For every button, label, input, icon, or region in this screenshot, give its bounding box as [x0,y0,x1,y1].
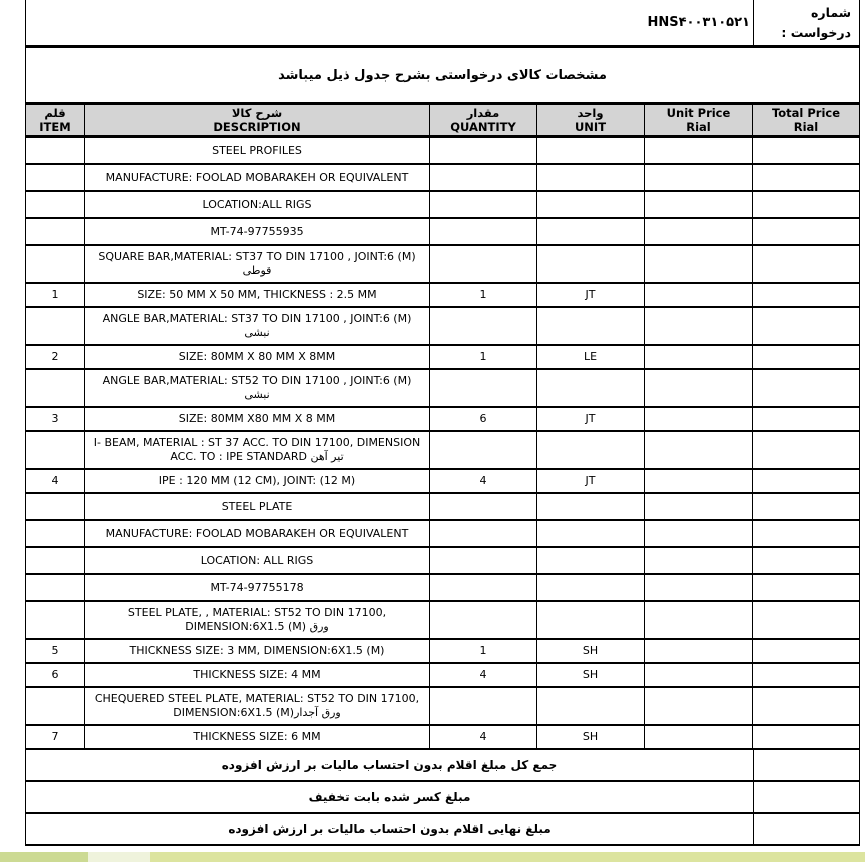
table-row [26,432,859,470]
header-unit-price [645,105,753,138]
cell-unit [537,370,645,408]
cell-description: SIZE: 80MM X 80 MM X 8MM [85,346,430,370]
summary-row [26,782,859,814]
cell-item [26,432,85,470]
cell-total-price [753,165,859,192]
cell-unit-price [645,521,753,548]
cell-quantity [430,494,537,521]
cell-unit-price [645,470,753,494]
cell-quantity: 1 [430,346,537,370]
cell-unit-price [645,219,753,246]
cell-description: MT-74-97755178 [85,575,430,602]
cell-description: IPE : 120 MM (12 CM), JOINT: (12 M) [85,470,430,494]
cell-item [26,219,85,246]
cell-unit-price [645,664,753,688]
summary-label: مبلغ نهایی اقلام بدون احتساب مالیات بر ارزش افزوده [26,814,754,846]
table-row [26,408,859,432]
cell-unit-price [645,138,753,165]
table-row [26,138,859,165]
cell-total-price [753,575,859,602]
cell-item [26,138,85,165]
cell-item [26,521,85,548]
table-row [26,219,859,246]
cell-unit-price [645,284,753,308]
table-row [26,726,859,750]
cell-total-price [753,246,859,284]
cell-item [26,548,85,575]
cell-item [26,370,85,408]
table-row [26,664,859,688]
requisition-table [25,0,860,846]
cell-unit [537,138,645,165]
header-description [85,105,430,138]
bottom-strip-segment [88,852,150,862]
cell-unit: SH [537,726,645,750]
cell-quantity [430,165,537,192]
request-number-label-line1: شماره [811,5,851,20]
cell-description: ANGLE BAR,MATERIAL: ST52 TO DIN 17100 , JOINT:6 (M) نبشی [85,370,430,408]
cell-description: STEEL PLATE, , MATERIAL: ST52 TO DIN 17100, DIMENSION:6X1.5 (M) ورق [85,602,430,640]
cell-description: THICKNESS SIZE: 6 MM [85,726,430,750]
cell-quantity [430,246,537,284]
cell-item: 2 [26,346,85,370]
cell-unit [537,246,645,284]
cell-description: STEEL PLATE [85,494,430,521]
cell-description: LOCATION:ALL RIGS [85,192,430,219]
header-description-fa: شرح کالا [231,106,283,120]
cell-quantity [430,688,537,726]
header-quantity-fa: مقدار [466,106,500,120]
cell-item: 5 [26,640,85,664]
summary-label: مبلغ کسر شده بابت تخفیف [26,782,754,814]
cell-quantity [430,308,537,346]
table-row [26,688,859,726]
cell-quantity [430,138,537,165]
table-row [26,165,859,192]
cell-unit-price [645,408,753,432]
cell-total-price [753,346,859,370]
items-table [25,105,860,750]
cell-unit-price [645,640,753,664]
bottom-strip-segment [150,852,865,862]
header-unit-price-line1: Unit Price [666,106,731,120]
cell-unit: SH [537,640,645,664]
header-description-en: DESCRIPTION [213,120,301,134]
cell-description: SQUARE BAR,MATERIAL: ST37 TO DIN 17100 , JOINT:6 (M) قوطی [85,246,430,284]
cell-total-price [753,548,859,575]
table-row [26,246,859,284]
cell-quantity: 4 [430,726,537,750]
cell-item [26,494,85,521]
cell-total-price [753,640,859,664]
cell-unit [537,308,645,346]
table-row [26,494,859,521]
document-title: مشخصات کالای درخواستی بشرح جدول ذیل میباشد [25,48,860,105]
cell-total-price [753,602,859,640]
cell-unit-price [645,575,753,602]
cell-unit [537,494,645,521]
cell-unit-price [645,688,753,726]
cell-total-price [753,408,859,432]
cell-quantity [430,521,537,548]
cell-unit-price [645,726,753,750]
request-number-value: HNS۴۰۰۳۱۰۵۲۱ [26,0,754,45]
summary-row [26,750,859,782]
cell-total-price [753,664,859,688]
cell-description: SIZE: 50 MM X 50 MM, THICKNESS : 2.5 MM [85,284,430,308]
cell-item [26,165,85,192]
cell-total-price [753,494,859,521]
table-row [26,284,859,308]
header-total-price [753,105,859,138]
header-total-price-line1: Total Price [771,106,841,120]
cell-unit-price [645,308,753,346]
cell-total-price [753,726,859,750]
summary-value [754,814,860,846]
summary-row [26,814,859,846]
cell-quantity [430,370,537,408]
cell-unit: LE [537,346,645,370]
table-header-row [26,105,859,138]
cell-unit-price [645,346,753,370]
cell-description: I- BEAM, MATERIAL : ST 37 ACC. TO DIN 17100, DIMENSION ACC. TO : IPE STANDARD تیر آهن [85,432,430,470]
summary-value [754,782,860,814]
header-quantity-en: QUANTITY [450,120,516,134]
summary-section [25,750,860,846]
cell-description: MT-74-97755935 [85,219,430,246]
header-unit-price-line2: Rial [686,120,711,134]
request-number-label-line2: درخواست : [781,25,851,40]
cell-unit [537,165,645,192]
cell-unit-price [645,548,753,575]
table-row [26,192,859,219]
cell-unit-price [645,602,753,640]
cell-item [26,575,85,602]
cell-quantity [430,548,537,575]
cell-unit [537,602,645,640]
cell-quantity [430,602,537,640]
cell-unit: SH [537,664,645,688]
cell-item: 4 [26,470,85,494]
header-item-fa: قلم [44,106,66,120]
cell-unit: JT [537,470,645,494]
cell-description: ANGLE BAR,MATERIAL: ST37 TO DIN 17100 , JOINT:6 (M) نبشی [85,308,430,346]
table-body [26,138,859,750]
cell-total-price [753,219,859,246]
table-row [26,521,859,548]
cell-item: 3 [26,408,85,432]
cell-item [26,308,85,346]
cell-total-price [753,192,859,219]
cell-unit-price [645,246,753,284]
cell-unit [537,548,645,575]
cell-item [26,688,85,726]
cell-total-price [753,138,859,165]
table-row [26,575,859,602]
cell-total-price [753,284,859,308]
cell-quantity [430,432,537,470]
cell-total-price [753,308,859,346]
cell-unit-price [645,192,753,219]
cell-unit-price [645,494,753,521]
summary-value [754,750,860,782]
cell-item [26,192,85,219]
header-unit-en: UNIT [574,120,607,134]
table-row [26,602,859,640]
cell-unit: JT [537,408,645,432]
cell-quantity [430,575,537,602]
cell-item: 6 [26,664,85,688]
summary-label: جمع کل مبلغ اقلام بدون احتساب مالیات بر ارزش افزوده [26,750,754,782]
table-row [26,640,859,664]
cell-description: LOCATION: ALL RIGS [85,548,430,575]
cell-total-price [753,470,859,494]
table-row [26,346,859,370]
cell-unit-price [645,370,753,408]
header-item-en: ITEM [39,120,71,134]
bottom-color-strip [0,852,865,862]
cell-quantity: 4 [430,664,537,688]
cell-quantity: 1 [430,284,537,308]
cell-quantity: 1 [430,640,537,664]
cell-total-price [753,688,859,726]
cell-quantity [430,219,537,246]
cell-item [26,246,85,284]
cell-unit-price [645,165,753,192]
cell-quantity [430,192,537,219]
header-quantity [430,105,537,138]
cell-description: STEEL PROFILES [85,138,430,165]
cell-description: THICKNESS SIZE: 4 MM [85,664,430,688]
cell-description: CHEQUERED STEEL PLATE, MATERIAL: ST52 TO DIN 17100, DIMENSION:6X1.5 (M)ورق آجدار [85,688,430,726]
cell-item: 7 [26,726,85,750]
cell-unit-price [645,432,753,470]
cell-unit [537,432,645,470]
cell-total-price [753,432,859,470]
cell-item: 1 [26,284,85,308]
cell-total-price [753,521,859,548]
cell-total-price [753,370,859,408]
cell-description: MANUFACTURE: FOOLAD MOBARAKEH OR EQUIVALENT [85,165,430,192]
table-row [26,370,859,408]
cell-unit [537,521,645,548]
cell-quantity: 6 [430,408,537,432]
cell-description: THICKNESS SIZE: 3 MM, DIMENSION:6X1.5 (M) [85,640,430,664]
table-row [26,308,859,346]
table-row [26,470,859,494]
cell-quantity: 4 [430,470,537,494]
cell-description: SIZE: 80MM X80 MM X 8 MM [85,408,430,432]
header-total-price-line2: Rial [793,120,819,134]
request-number-row [25,0,860,48]
cell-unit [537,192,645,219]
header-item [26,105,85,138]
table-row [26,548,859,575]
cell-unit [537,575,645,602]
cell-unit [537,219,645,246]
header-unit [537,105,645,138]
cell-description: MANUFACTURE: FOOLAD MOBARAKEH OR EQUIVALENT [85,521,430,548]
cell-item [26,602,85,640]
cell-unit: JT [537,284,645,308]
bottom-strip-segment [0,852,88,862]
header-unit-fa: واحد [577,106,604,120]
request-number-label [754,0,859,45]
cell-unit [537,688,645,726]
